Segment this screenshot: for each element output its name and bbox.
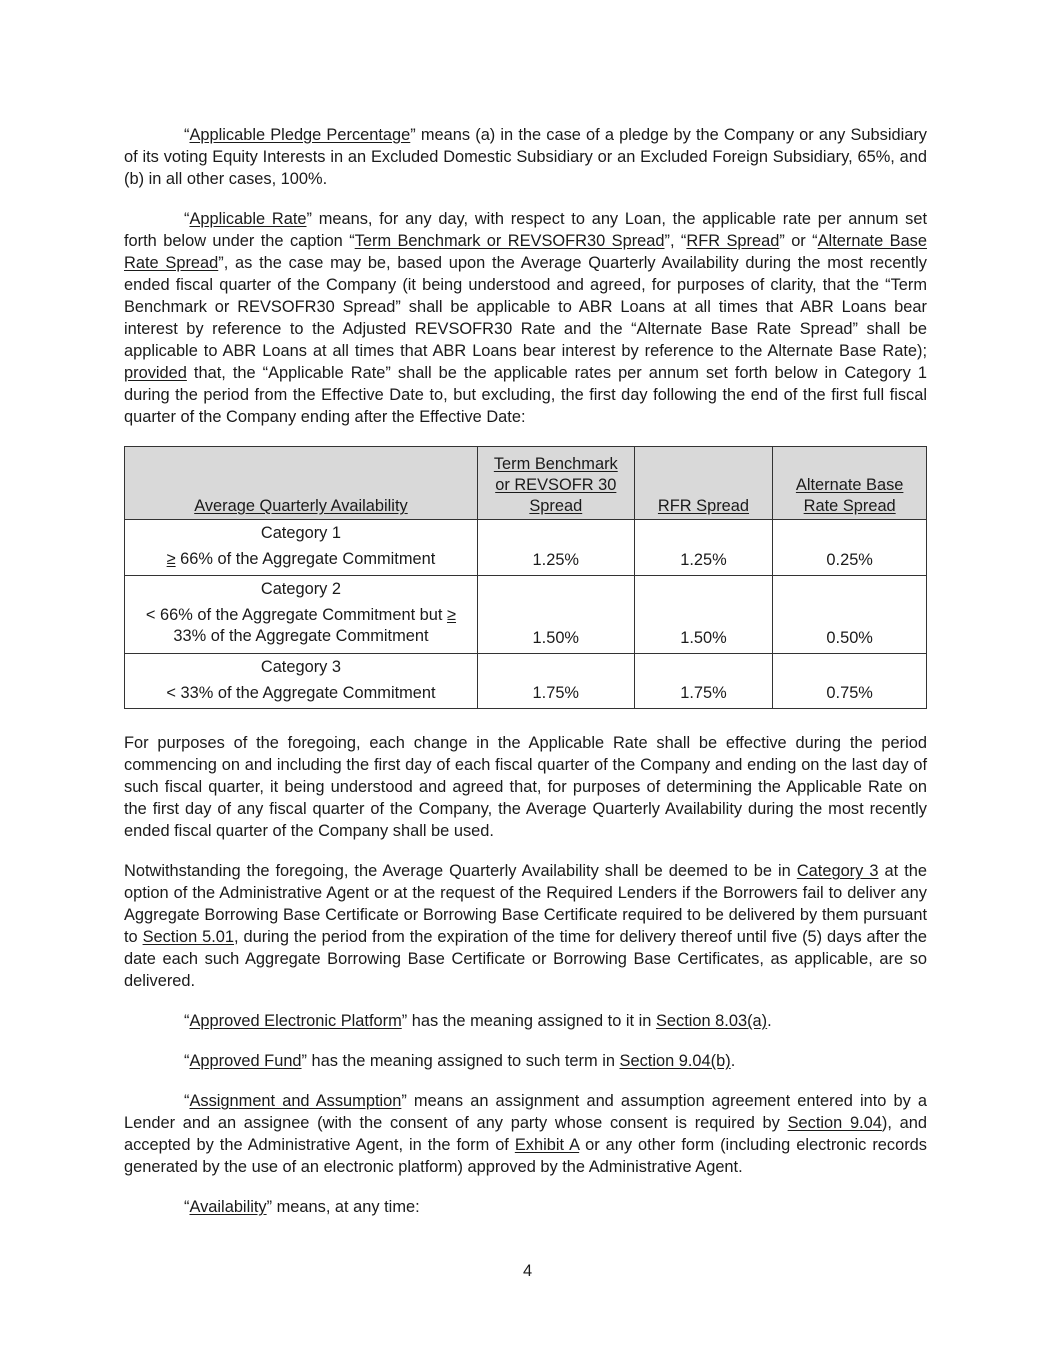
category-cell <box>125 654 478 709</box>
open-quote: “ <box>184 1092 190 1110</box>
header-rfr-spread <box>634 447 773 520</box>
open-quote: “ <box>184 1052 190 1070</box>
term-benchmark-value: 1.25% <box>477 520 634 576</box>
definition-text: ” means an assignment and assumption agreement entered into by a Lender and an assignee (with the consent of any party whose consent is required by <box>124 1092 927 1132</box>
section-5-01-reference: Section 5.01 <box>142 928 235 946</box>
paragraph-text: at the option of the Administrative Agent or at the request of the Required Lenders if the Borrowers fail to deliver any Aggregate Borrowing Base Certificate or Borrowing Base Certificate required to be delivered by them pursuant to <box>124 862 928 946</box>
definition-text: ” means, for any day, with respect to any Loan, the applicable rate per annum set forth below under the caption “ <box>124 210 928 250</box>
paragraph-text: , during the period from the expiration of the time for delivery thereof until five (5) days after the date each such Aggregate Borrowing Base Certificate or Borrowing Base Certificates, as applicable, are so delivered. <box>124 928 927 990</box>
caption-abr-spread: Alternate Base Rate Spread <box>124 232 927 272</box>
table-header-row <box>125 447 927 520</box>
definition-text: or any other form (including electronic records generated by the use of an electronic platform) approved by the Administrative Agent. <box>124 1136 927 1176</box>
defined-term: Approved Electronic Platform <box>189 1012 402 1030</box>
category-description <box>146 606 456 645</box>
open-quote: “ <box>184 1012 190 1030</box>
abr-value: 0.75% <box>773 654 927 709</box>
definition-text: . <box>730 1052 736 1070</box>
category-name: Category 3 <box>260 658 342 676</box>
caption-rfr-spread: RFR Spread <box>686 232 780 250</box>
caption-term-benchmark: Term Benchmark or REVSOFR30 Spread <box>354 232 665 250</box>
header-label: Alternate Base <box>795 476 904 494</box>
definition-approved-electronic-platform <box>124 1010 927 1032</box>
ge-symbol: ≥ <box>447 606 457 624</box>
paragraph-foregoing: For purposes of the foregoing, each change in the Applicable Rate shall be effective during the period commencing on and including the first day of each fiscal quarter of the Company and ending on the last day of such fiscal quarter, it being understood and agreed that, for purposes of determining the Applicable Rate on the first day of any fiscal quarter of the Company, the Average Quarterly Availability during the most recently ended fiscal quarter of the Company shall be used. <box>124 734 927 840</box>
definition-text: ”, “ <box>664 232 687 250</box>
abr-value: 0.25% <box>773 520 927 576</box>
description-text: 66% of the Aggregate Commitment <box>175 550 436 568</box>
header-availability <box>125 447 478 520</box>
rfr-value: 1.50% <box>634 576 773 654</box>
header-label: Term Benchmark <box>493 455 618 473</box>
applicable-rate-table <box>124 446 927 709</box>
header-label: RFR Spread <box>657 497 750 515</box>
rfr-value: 1.25% <box>634 520 773 576</box>
header-label: Rate Spread <box>803 497 896 515</box>
section-reference: Section 9.04(b) <box>619 1052 731 1070</box>
defined-term: Assignment and Assumption <box>189 1092 402 1110</box>
definition-applicable-pledge-percentage <box>124 124 927 190</box>
definition-availability <box>124 1196 927 1218</box>
table-row <box>125 520 927 576</box>
header-abr-spread <box>773 447 927 520</box>
defined-term: Applicable Pledge Percentage <box>189 126 411 144</box>
category-cell <box>125 576 478 654</box>
document-page <box>124 124 927 1218</box>
definition-text: ” has the meaning assigned to such term in <box>301 1052 620 1070</box>
table-row <box>125 576 927 654</box>
definition-text: ” means, at any time: <box>266 1198 420 1216</box>
definition-text: ” or “ <box>779 232 818 250</box>
category-name: Category 1 <box>260 524 342 542</box>
paragraph-text: Notwithstanding the foregoing, the Average Quarterly Availability shall be deemed to be in <box>124 862 797 880</box>
category-cell <box>125 520 478 576</box>
rfr-value: 1.75% <box>634 654 773 709</box>
open-quote: “ <box>184 126 190 144</box>
definition-applicable-rate <box>124 208 927 428</box>
exhibit-reference: Exhibit A <box>514 1136 580 1154</box>
term-benchmark-value: 1.75% <box>477 654 634 709</box>
ge-symbol: ≥ <box>166 550 176 568</box>
category-description <box>167 550 436 568</box>
category-name: Category 2 <box>260 580 342 598</box>
header-term-benchmark <box>477 447 634 520</box>
definition-text: . <box>767 1012 772 1030</box>
open-quote: “ <box>184 1198 190 1216</box>
definition-assignment-and-assumption <box>124 1090 927 1178</box>
section-reference: Section 9.04 <box>787 1114 882 1132</box>
definition-text: ), and accepted by the Administrative Agent, in the form of <box>124 1114 928 1154</box>
provided-term: provided <box>124 364 187 382</box>
description-text: < 66% of the Aggregate Commitment but <box>145 606 448 624</box>
description-text: 33% of the Aggregate Commitment <box>173 627 429 645</box>
header-label: Average Quarterly Availability <box>194 497 408 515</box>
header-label: or REVSOFR 30 <box>495 476 617 494</box>
paragraph-notwithstanding <box>124 860 927 992</box>
definition-text: that, the “Applicable Rate” shall be the applicable rates per annum set forth below in Category 1 during the period from the Effective Date to, but excluding, the first day following the end of the first full fiscal quarter of the Company ending after the Effective Date: <box>124 364 927 426</box>
definition-text: ” means (a) in the case of a pledge by the Company or any Subsidiary of its voting Equity Interests in an Excluded Domestic Subsidiary or an Excluded Foreign Subsidiary, 65%, and (b) in all other cases, 100%. <box>124 126 928 188</box>
definition-approved-fund <box>124 1050 927 1072</box>
category-description: < 33% of the Aggregate Commitment <box>166 684 436 702</box>
defined-term: Applicable Rate <box>189 210 307 228</box>
open-quote: “ <box>184 210 190 228</box>
header-label: Spread <box>529 497 583 515</box>
table-row <box>125 654 927 709</box>
category-3-reference: Category 3 <box>796 862 879 880</box>
definition-text: ” has the meaning assigned to it in <box>401 1012 656 1030</box>
defined-term: Availability <box>189 1198 267 1216</box>
term-benchmark-value: 1.50% <box>477 576 634 654</box>
abr-value: 0.50% <box>773 576 927 654</box>
defined-term: Approved Fund <box>189 1052 302 1070</box>
page-number: 4 <box>522 1262 533 1280</box>
section-reference: Section 8.03(a) <box>655 1012 768 1030</box>
definition-text: ”, as the case may be, based upon the Average Quarterly Availability during the most recently ended fiscal quarter of the Company (it being understood and agreed, for purposes of clarity, that the “Term Benchmark or REVSOFR30 Spread” shall be applicable to ABR Loans at all times that ABR Loans bear interest by reference to the Adjusted REVSOFR30 Rate and the “Alternate Base Rate Spread” shall be applicable to ABR Loans at all times that ABR Loans bear interest by reference to the Alternate Base Rate); <box>124 254 927 360</box>
